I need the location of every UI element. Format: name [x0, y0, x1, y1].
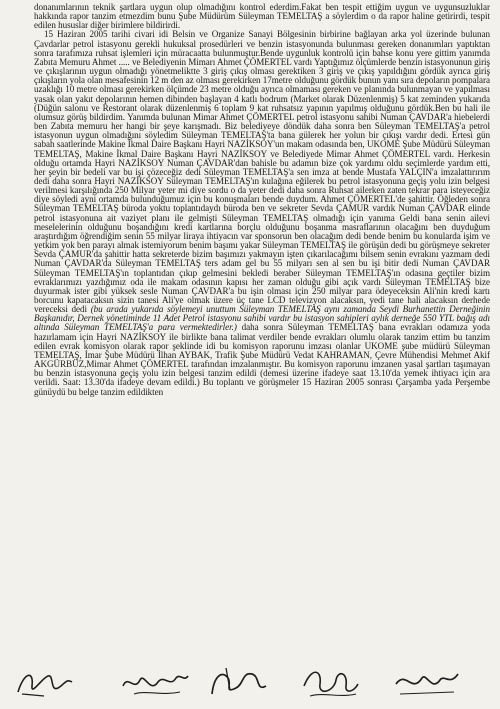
signature-5: [392, 664, 462, 702]
signature-3: [206, 664, 270, 702]
signature-4-icon: [300, 662, 362, 702]
signature-4: [300, 662, 362, 702]
paragraph-2-text-b: daha sonra Süleyman TEMELTAŞ bana evrakları odamıza yoda hazırlamam için Hayri NAZİKSOY ile birlikte bana talimat verdiler bende evrakları olumlu olarak tanzim ettim bu tanzim edilen evrak komisyon olarak rapor şeklinde idi bu komisyon raporunu imzası olanlar UKOME şube müdürü Süleyman TEMELTAŞ, İmar Şube Müdürü İlhan AYBAK, Trafik Şube Müdürü Vedat KAHRAMAN, Çevre Mühendisi Mehmet Akif AKGÜRBÜZ,Mimar Ahmet ÇÖMERTEL tarafından imzalanmıştır. Bu komisyon raporunu imzanen yasal şartları taşımayan bu benzin istasyonuna geçiş yolu izin belgesi tanzim edildi (demesi üzerine ifadeye saat 13.10'da yemek ihtiyacı için ara verildi. Saat: 13.30'da ifadeye devam edildi.) Bu toplantı ve görüşmeler 15 Haziran 2005 sonrası Çarşamba yada Perşembe günüydü bu belge tanzim edildikten: [34, 322, 490, 397]
paragraph-1: [34, 3, 490, 30]
paragraph-2: [34, 30, 490, 396]
signature-2-icon: [120, 664, 190, 702]
signature-3-icon: [206, 664, 270, 702]
statement-body: [34, 3, 490, 397]
paragraph-2-italic-note: (bu arada yukarıda söylemeyi unuttum Süleyman TEMELTAŞ aynı zamanda Seydi Burhanettin Derneğinin Başkanıdır, Dernek yönetiminde 11 Adet Petrol istasyonu sahibi vardır bu istasyon sahipleri aylık derneğe 550 YTL bağış adı altında Süleyman TEMELTAŞ'a para vermektedirler.): [34, 304, 490, 333]
paragraph-2-text-a: 15 Haziran 2005 tarihi civari idi Belsin ve Organize Sanayi Bölgesinin birbirine bağlayan arka yol üzerinde bulunan Çavdarlar petrol istasyonu gerekli hukuksal prosedürleri ve benzin istasyonunda bulunması gereken donanımları yaptıktan sonra tarafımıza ruhsat işlemleri için müracaatta bulunmuştur.Bende uygunluk kontrolü için bahse konu yere gittim yanımda Zabıta Memuru Ahmet ..... ve Belediyenin Mimarı Ahmet ÇÖMERTEL vardı Yaptığımız ölçümlerde benzin istasyonunun giriş ve çıkışlarının uygun olmadığı yönetmeliktte 3 giriş çıkış olması gerektiken 3 giriş ve çıkış yapıldığını gördük ayrıca giriş çıkışların yola olan mesafesinin 12 m den az olması gerekirken 17metre olduğunu gördük bunun yanı sıra depoların pompalara uzaklığı 10 metre olması gerekirken ölçümde 23 metre olduğu ayrıca olmaması gereken ve planında bulunmayan ve yapılması yasak olan yakıt depolarının hemen dibinden başlayan 4 katlı bodrum (Market olarak Düzenlenmiş) 5 kat zeminden yukarıda (Düğün salonu ve Restorant olarak düzenlenmiş 6 toplam 9 kat ruhsatsız yapının yapılmış olduğunu gördük.Ben bu hali ile olumsuz görüş bildirdim. Yanımda bulunan Mimar Ahmet ÇÖMERTEL petrol istasyonu sahibi Numan ÇAVDAR'a hiebelerdi ben Zabıta memuru her hangi bir şeye karışmadı. Biz belediyeye döndük daha sonra ben Süleyman TEMELTAŞ'a petrol istasyonun uygun olmadığını söyledim Süleyman TEMELTAŞ'ta bana gülerek her yolun bir çıkışı vardır dedi. Ertesi gün sabah saatlerinde Makine İkmal Daire Başkanı Hayri NAZİKSOY'un makam odasında ben, UKOME Şube Müdürü Süleyman TEMELTAŞ, Makine İkmal Daire Başkanı Hayri NAZİKSOY ve Belediyede Mimar Ahmet ÇÖMERTEL vardı. Herkesin olduğu ortamda Hayri NAZİKSOY Numan ÇAVDAR'dan bahisle bu adamın bize çok yardımı oldu seçimlerde yardım etti, her şeyin bir bedeli var bu işi çözeceğiz dedi Süleyman TEMELTAŞ'a sen imza at bende Mustafa YALÇIN'a imzalattırırım dedi daha sonra Hayri NAZİKSOY Süleyman TEMELTAŞ'ın kulağına eğilerek bu petrol istasyonuna geçiş yolu izin belgesi verilmesi karşılığında 250 Milyar yeter mi diye sordu o da yeter dedi daha sonra Ruhsat ailerken zaten tekrar para isteyeceğiz diye söyledi ayni ortamda bulunduğumuz için bu konuşmaları bende duydum. Ahmet ÇÖMERTEL'de şahittir. Öğleden sonra Süleyman TEMELTAŞ büroda yoktu toplantıdaydı büroda ben ve sekreter Sevda ÇAMUR vardık Numan ÇAVDAR elinde petrol istasyonuna ait vaziyet planı ile gelmişti Süleyman TEMELTAŞ olmadığı için yanıma Geldi bana senin ailevi meselelerinin olduğunu boşandığını kredi kartlarına borçlu olduğunu boşanma masraflarının olacağını ben duyduğum araştırdığım öğrendiğim senin 55 milyar liraya ihtiyacın var sponsorun ben olacağım dedi bende benim bu konularda işim ve yetkim yok ben parayı almak istemiyorum benim başımı yakar Süleyman TEMELTAŞ ile görüşün dedi bu görüşmeye sekreter Sevda ÇAMUR'da şahittir hatta sekreterde bizim başımızı yakmayın işten çıkarılacağımı bilsem senin evrakını yazmam dedi Numan ÇAVDAR'da Süleyman TEMELTAŞ ters adam gel bu 55 milyarı sen al sen bu işi bitir dedi Numan ÇAVDAR Süleyman TEMELTAŞ'ın toplantıdan çıkıp gelmesini bekledi beraber Süleyman TEMELTAŞ'ın odasına geçtiler bizim evraklarımızı yazdığımız oda ile makam odasının kapısı her zaman olduğu gibi açık vardı Süleyman TEMELTAŞ bize duyurmak ister gibi yüksek sesle Numan ÇAVDAR'a bu işin olması için 250 milyar para ödeyeceksin Ali'nin kredi kartı borcunu kapatacaksın sizin tanesi Ali'ye olmak üzere üç tane LCD televizyon alacaksın, yedi tane hali alacaksın derhede vereceksi dedi: [34, 29, 491, 315]
signature-1: [14, 666, 76, 700]
signature-5-icon: [392, 664, 462, 702]
signature-row: [0, 660, 500, 709]
signature-2: [120, 664, 190, 702]
paragraph-1-text: donanımlarının teknik şartlara uygun olup olmadığını kontrol ederdim.Fakat ben tespit ettiğim uygun ve uygunsuzluklar hakkında rapor tanzim etmezdim bunu Şube Müdürüm Süleyman TEMELTAŞ a söylerdim o da rapor haline getirirdi, tespit edilen hususlar diğer birimlere bildirirdi.: [34, 2, 490, 31]
signature-1-icon: [14, 666, 76, 700]
